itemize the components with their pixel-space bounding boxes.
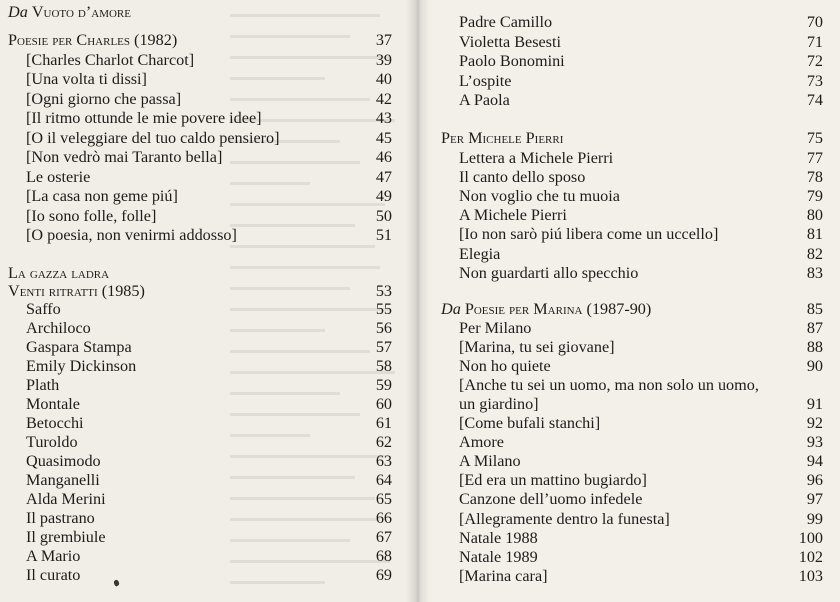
toc-entry-title: A Michele Pierri	[459, 206, 567, 225]
toc-entry-page: 56	[375, 319, 392, 337]
toc-entry-title: [Marina, tu sei giovane]	[459, 338, 615, 356]
toc-section-marina-title: Da Poesie per Marina (1987-90)	[441, 300, 652, 318]
toc-entry-page: 64	[375, 471, 392, 489]
toc-entry-page: 99	[806, 509, 823, 528]
toc-entry-page: 71	[806, 32, 823, 51]
toc-section-charles-page: 37	[375, 31, 392, 49]
toc-entry-title: Saffo	[26, 300, 61, 318]
toc-entry-title: [O il veleggiare del tuo caldo pensiero]	[26, 128, 280, 147]
toc-entry-page: 46	[375, 148, 392, 166]
toc-entry-page: 61	[375, 414, 392, 432]
toc-entry-page: 68	[375, 547, 392, 565]
toc-entry-page: 47	[375, 167, 392, 186]
toc-entry-page: 92	[806, 414, 823, 432]
toc-section-marina-page: 85	[806, 300, 823, 318]
toc-entry-title: un giardino]	[459, 395, 539, 413]
toc-entry-title: Padre Camillo	[459, 13, 553, 31]
toc-entry-title: Natale 1988	[459, 528, 538, 547]
bleed-through-line	[230, 161, 360, 164]
toc-entry-title: Alda Merini	[26, 490, 106, 508]
toc-entry-page: 72	[806, 52, 823, 70]
bleed-through-line	[230, 182, 310, 185]
toc-entry-page: 73	[806, 71, 823, 90]
toc-entry-page: 40	[375, 70, 392, 88]
toc-entry-page: 66	[375, 509, 392, 527]
toc-entry-title: Manganelli	[26, 471, 100, 489]
bleed-through-line	[230, 245, 375, 248]
toc-entry-page: 82	[806, 244, 823, 263]
toc-entry-page: 93	[806, 433, 823, 452]
bleed-through-line	[230, 287, 350, 290]
toc-entry-page: 103	[798, 566, 823, 585]
toc-entry-title: Canzone dell’uomo infedele	[459, 490, 643, 509]
toc-entry-title: [Non vedrò mai Taranto bella]	[26, 148, 223, 166]
toc-entry-page: 69	[375, 566, 392, 584]
toc-entry-title: [Marina cara]	[459, 566, 548, 585]
toc-entry-title: A Milano	[459, 452, 521, 471]
toc-entry-title: [La casa non geme piú]	[26, 187, 178, 205]
toc-entry-page: 50	[375, 206, 392, 225]
toc-entry-title: Betocchi	[26, 414, 84, 432]
bleed-through-line	[230, 224, 355, 227]
toc-entry-title: [Allegramente dentro la funesta]	[459, 509, 670, 528]
toc-entry-title: Plath	[26, 376, 60, 394]
toc-section-ritratti-title: Venti ritratti (1985)	[8, 282, 145, 300]
toc-entry-page: 87	[806, 319, 823, 337]
bleed-through-line	[230, 329, 325, 332]
bleed-through-line	[230, 434, 310, 437]
toc-entry-title: [Come bufali stanchi]	[459, 414, 601, 432]
toc-entry-page: 91	[806, 395, 823, 413]
toc-entry-title: L’ospite	[459, 71, 512, 90]
toc-entry-title: Elegia	[459, 244, 501, 263]
toc-entry-page: 83	[806, 263, 823, 282]
toc-entry-page: 96	[806, 471, 823, 490]
toc-entry-page: 70	[806, 13, 823, 31]
bleed-through-line	[230, 413, 360, 416]
toc-entry-page: 97	[806, 490, 823, 509]
toc-entry-title: [Ed era un mattino bugiardo]	[459, 471, 647, 490]
toc-entry-title: Archiloco	[26, 319, 91, 337]
toc-entry-title: Paolo Bonomini	[459, 52, 565, 70]
toc-heading-vuoto: Da Vuoto d’amore	[8, 3, 131, 21]
toc-section-charles-title: Poesie per Charles (1982)	[8, 31, 178, 49]
toc-entry-page: 80	[806, 206, 823, 225]
bleed-through-line	[230, 539, 350, 542]
toc-entry-title: Lettera a Michele Pierri	[459, 148, 614, 167]
bleed-through-line	[230, 98, 370, 101]
toc-entry-page: 88	[806, 338, 823, 356]
toc-entry-page: 45	[375, 128, 392, 147]
toc-entry-title: Quasimodo	[26, 452, 101, 470]
toc-entry-title: Il curato	[26, 566, 81, 584]
bleed-through-line	[230, 392, 340, 395]
toc-entry-page: 51	[375, 226, 392, 244]
toc-entry-page: 81	[806, 225, 823, 244]
toc-entry-page: 62	[375, 433, 392, 451]
toc-entry-title: Non ho quiete	[459, 357, 551, 375]
toc-heading-gazza: La gazza ladra	[8, 264, 110, 282]
toc-entry-title: Il canto dello sposo	[459, 167, 586, 186]
toc-entry-title: Il grembiule	[26, 528, 106, 546]
toc-entry-title: Per Milano	[459, 319, 532, 337]
toc-entry-page: 63	[375, 452, 392, 470]
toc-entry-title: A Paola	[459, 91, 510, 109]
toc-entry-page: 55	[375, 300, 392, 318]
toc-entry-title: Violetta Besesti	[459, 32, 561, 51]
toc-entry-title: [Una volta ti dissi]	[26, 70, 147, 88]
toc-entry-title: Le osterie	[26, 167, 91, 186]
toc-entry-title: [Io sono folle, folle]	[26, 206, 157, 225]
toc-entry-title: Emily Dickinson	[26, 357, 137, 375]
toc-entry-page: 102	[798, 547, 823, 566]
toc-entry-page: 39	[375, 50, 392, 69]
toc-entry-page: 67	[375, 528, 392, 546]
toc-entry-page: 57	[375, 338, 392, 356]
toc-entry-title: Montale	[26, 395, 80, 413]
toc-entry-page: 60	[375, 395, 392, 413]
toc-entry-title: Natale 1989	[459, 547, 538, 566]
toc-section-pierri-title: Per Michele Pierri	[441, 129, 564, 147]
toc-entry-title: [Charles Charlot Charcot]	[26, 50, 195, 69]
bleed-through-line	[230, 14, 380, 17]
toc-entry-title: Il pastrano	[26, 509, 95, 527]
toc-entry-title: [Il ritmo ottunde le mie povere idee]	[26, 109, 262, 127]
bleed-through-line	[230, 35, 350, 38]
bleed-through-line	[230, 77, 325, 80]
toc-entry-page: 49	[375, 187, 392, 205]
book-gutter	[406, 0, 430, 602]
toc-entry-page: 90	[806, 357, 823, 375]
toc-entry-page: 42	[375, 89, 392, 108]
bleed-through-line	[230, 476, 355, 479]
toc-entry-page: 58	[375, 357, 392, 375]
toc-entry-title: Gaspara Stampa	[26, 338, 132, 356]
toc-entry-page: 65	[375, 490, 392, 508]
toc-entry-page: 43	[375, 109, 392, 127]
toc-entry-title: Non voglio che tu muoia	[459, 186, 620, 205]
toc-entry-page: 94	[806, 452, 823, 471]
toc-entry-page: 59	[375, 376, 392, 394]
toc-entry-title: Non guardarti allo specchio	[459, 263, 639, 282]
toc-entry-title: Amore	[459, 433, 504, 452]
toc-entry-title: [Anche tu sei un uomo, ma non solo un uomo,	[459, 376, 759, 394]
toc-section-ritratti-page: 53	[375, 282, 392, 300]
toc-entry-title: Turoldo	[26, 433, 78, 451]
toc-section-pierri-page: 75	[806, 129, 823, 147]
toc-entry-page: 78	[806, 167, 823, 186]
bleed-through-line	[230, 350, 370, 353]
toc-entry-title: [Ogni giorno che passa]	[26, 89, 182, 108]
toc-entry-title: A Mario	[26, 547, 81, 565]
toc-entry-page: 74	[806, 91, 823, 109]
toc-entry-page: 100	[798, 528, 823, 547]
bleed-through-line	[230, 581, 325, 584]
bleed-through-line	[230, 266, 380, 269]
toc-entry-title: [Io non sarò piú libera come un uccello]	[459, 225, 719, 244]
toc-entry-page: 79	[806, 186, 823, 205]
toc-entry-page: 77	[806, 148, 823, 167]
toc-entry-title: [O poesia, non venirmi addosso]	[26, 226, 237, 244]
